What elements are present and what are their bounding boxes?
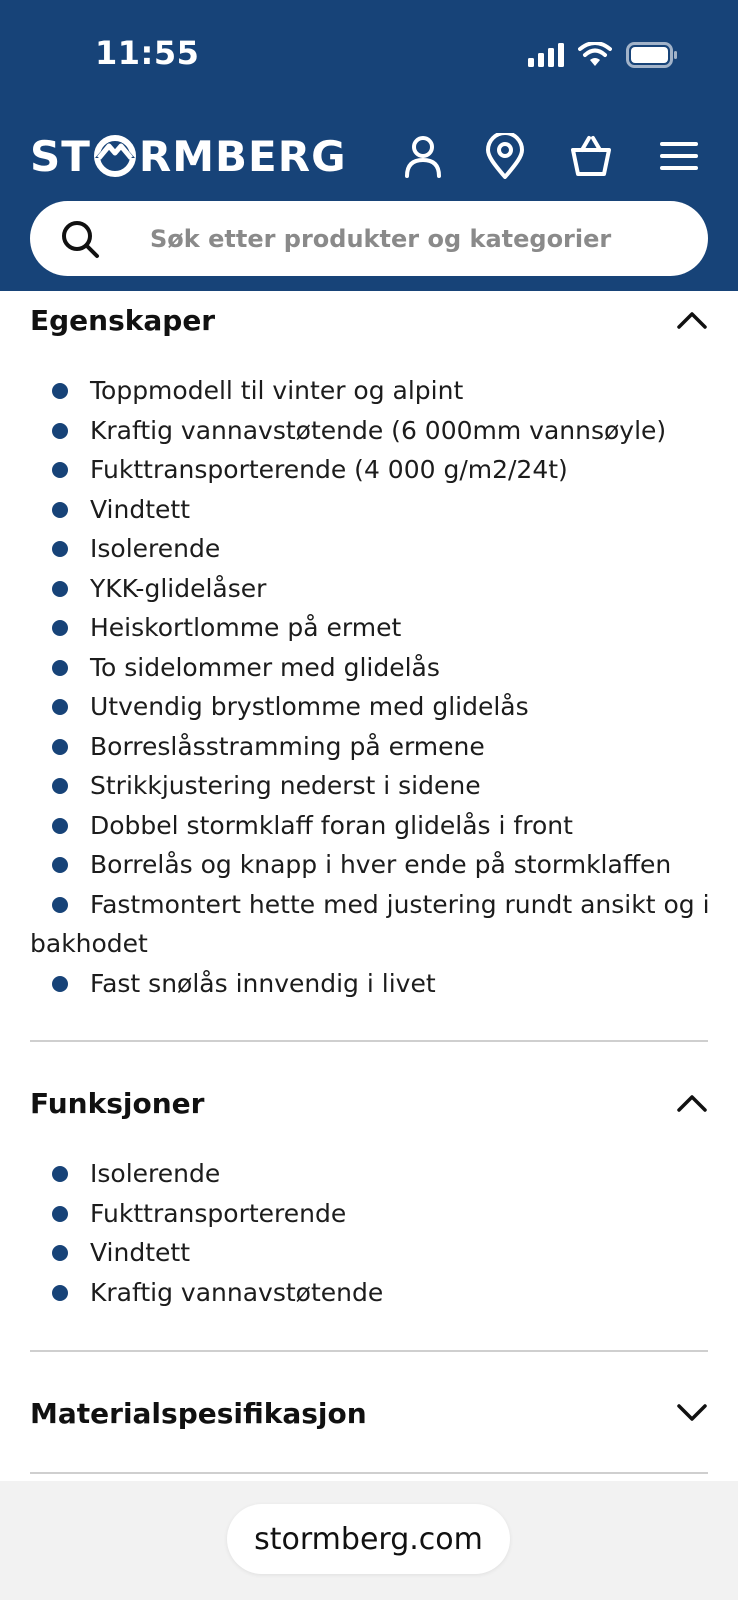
list-item: Borrelås og knapp i hver ende på stormklaffen [30,845,710,885]
url-text: stormberg.com [254,1521,483,1557]
bullet [52,1285,68,1301]
list-item: Kraftig vannavstøtende (6 000mm vannsøyle) [30,411,710,451]
list-item: Heiskortlomme på ermet [30,608,710,648]
location-pin-icon [485,133,525,179]
header-nav [398,130,718,182]
bullet [52,423,68,439]
cellular-signal-icon [528,43,564,67]
account-button[interactable] [398,130,448,182]
bullet [52,660,68,676]
search-input[interactable] [150,201,690,276]
chevron-up-icon [676,1093,708,1113]
user-icon [403,134,443,178]
list-item: Vindtett [30,490,710,530]
list-item: Isolerende [30,529,710,569]
bullet [52,462,68,478]
brand-logo[interactable] [30,133,347,179]
functions-list [30,1154,710,1312]
address-bar[interactable] [227,1504,510,1574]
bullet [52,818,68,834]
bullet [52,502,68,518]
section-header-funksjoner[interactable] [30,1079,708,1127]
status-time: 11:55 [95,34,200,72]
section-header-egenskaper[interactable] [30,296,708,344]
basket-icon [569,134,613,178]
bullet [52,976,68,992]
bullet [52,383,68,399]
list-item: Isolerende [30,1154,710,1194]
list-item: Vindtett [30,1233,710,1273]
status-icons [528,40,678,70]
battery-icon [626,42,678,68]
bullet [52,739,68,755]
bullet [52,699,68,715]
list-item: Dobbel stormklaff foran glidelås i front [30,806,710,846]
section-title: Egenskaper [30,303,216,337]
bullet [52,1206,68,1222]
list-item: YKK-glidelåser [30,569,710,609]
list-item: Toppmodell til vinter og alpint [30,371,710,411]
search-icon [60,219,100,259]
bullet [52,620,68,636]
bullet [52,581,68,597]
section-title: Funksjoner [30,1086,205,1120]
mountain-o-icon [93,134,137,178]
chevron-up-icon [676,310,708,330]
list-item: To sidelommer med glidelås [30,648,710,688]
brand-text-right: RMBERG [138,131,347,181]
divider [30,1040,708,1042]
site-header [0,0,738,291]
bullet [52,1245,68,1261]
features-list [30,371,710,1003]
bullet [52,778,68,794]
wifi-icon [578,42,612,68]
section-title: Materialspesifikasjon [30,1396,367,1430]
search-bar[interactable] [30,201,708,276]
bullet [52,541,68,557]
list-item: Borreslåsstramming på ermene [30,727,710,767]
menu-icon [658,139,700,173]
list-item: Fastmontert hette med justering rundt ansikt og i bakhodet [30,889,710,958]
list-item: Fukttransporterende [30,1194,710,1234]
store-locator-button[interactable] [480,130,530,182]
brand-text-left: ST [30,131,91,181]
list-item: Strikkjustering nederst i sidene [30,766,710,806]
list-item: Fast snølås innvendig i livet [30,964,710,1004]
menu-button[interactable] [654,130,704,182]
list-item: Utvendig brystlomme med glidelås [30,687,710,727]
section-header-materialspesifikasjon[interactable] [30,1389,708,1437]
cart-button[interactable] [566,130,616,182]
chevron-down-icon [676,1403,708,1423]
bullet [52,897,68,913]
bullet [52,857,68,873]
list-item: Fukttransporterende (4 000 g/m2/24t) [30,450,710,490]
bullet [52,1166,68,1182]
divider [30,1472,708,1474]
list-item: Kraftig vannavstøtende [30,1273,710,1313]
divider [30,1350,708,1352]
